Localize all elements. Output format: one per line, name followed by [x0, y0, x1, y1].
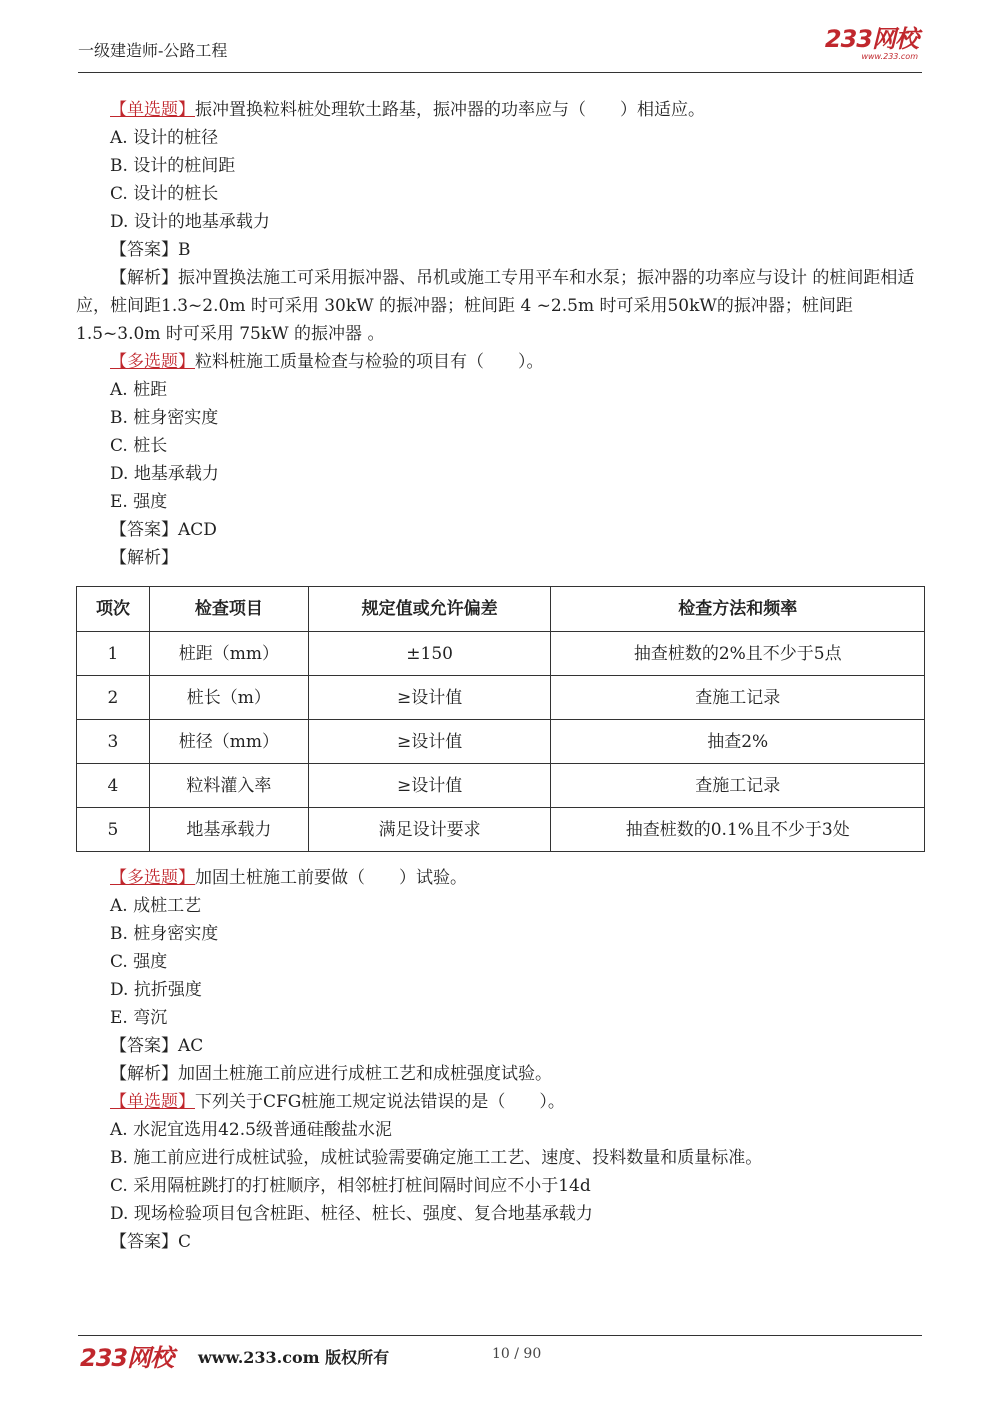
brand-logo-text: 233网校 — [824, 25, 918, 53]
answer-line: 【答案】B — [110, 240, 191, 260]
answer-line: 【答案】C — [110, 1232, 192, 1252]
option-b: B. 施工前应进行成桩试验，成桩试验需要确定施工工艺、速度、投料数量和质量标准。 — [110, 1148, 763, 1168]
question-4-stem — [76, 1088, 924, 1116]
table-row — [77, 632, 925, 676]
table-cell: 抽查桩数的2%且不少于5点 — [551, 632, 925, 676]
option-b: B. 桩身密实度 — [110, 408, 219, 428]
option-c: C. 强度 — [110, 952, 168, 972]
table-cell: 查施工记录 — [551, 764, 925, 808]
table-header-cell: 规定值或允许偏差 — [308, 587, 551, 632]
table-header-cell: 检查项目 — [149, 587, 308, 632]
answer-line: 【答案】AC — [110, 1036, 204, 1056]
explanation-label: 【解析】 — [110, 548, 178, 568]
table-cell: 抽查桩数的0.1%且不少于3处 — [551, 808, 925, 852]
table-cell: ≥设计值 — [308, 764, 551, 808]
question-2-stem — [76, 348, 924, 376]
question-text: 粒料桩施工质量检查与检验的项目有（ ）。 — [195, 352, 544, 372]
option-c: C. 采用隔桩跳打的打桩顺序，相邻桩打桩间隔时间应不小于14d — [110, 1176, 591, 1196]
brand-logo-url: www.233.com — [861, 52, 918, 61]
table-cell: 满足设计要求 — [308, 808, 551, 852]
question-text: 振冲置换粒料桩处理软土路基，振冲器的功率应与（ ）相适应。 — [195, 100, 705, 120]
question-type-tag: 【多选题】 — [110, 352, 195, 372]
explanation-label: 【解析】 — [110, 1064, 178, 1084]
brand-logo[interactable] — [825, 26, 918, 61]
header-title: 一级建造师-公路工程 — [78, 41, 228, 60]
table-cell: 1 — [77, 632, 150, 676]
option-e: E. 弯沉 — [110, 1008, 168, 1028]
question-text: 加固土桩施工前要做（ ）试验。 — [195, 868, 467, 888]
table-cell: 桩距（mm） — [149, 632, 308, 676]
question-text: 下列关于CFG桩施工规定说法错误的是（ ）。 — [195, 1092, 565, 1112]
option-a: A. 设计的桩径 — [110, 128, 219, 148]
option-b: B. 设计的桩间距 — [110, 156, 236, 176]
table-row — [77, 808, 925, 852]
table-row — [77, 676, 925, 720]
option-d: D. 抗折强度 — [110, 980, 202, 1000]
option-c: C. 桩长 — [110, 436, 168, 456]
table-cell: ±150 — [308, 632, 551, 676]
page-number: 10 / 90 — [492, 1346, 542, 1362]
question-type-tag: 【单选题】 — [110, 100, 195, 120]
table-cell: 3 — [77, 720, 150, 764]
option-a: A. 成桩工艺 — [110, 896, 202, 916]
header-divider — [78, 72, 922, 73]
inspection-table-wrap — [76, 586, 924, 852]
explanation-line — [76, 1060, 924, 1088]
option-d: D. 现场检验项目包含桩距、桩径、桩长、强度、复合地基承载力 — [110, 1204, 593, 1224]
table-cell: 桩径（mm） — [149, 720, 308, 764]
option-a: A. 水泥宜选用42.5级普通硅酸盐水泥 — [110, 1120, 392, 1140]
answer-line: 【答案】ACD — [110, 520, 217, 540]
table-header-cell: 检查方法和频率 — [551, 587, 925, 632]
option-d: D. 地基承载力 — [110, 464, 219, 484]
table-cell: 4 — [77, 764, 150, 808]
table-cell: 桩长（m） — [149, 676, 308, 720]
table-cell: 粒料灌入率 — [149, 764, 308, 808]
page-content — [76, 96, 924, 1256]
explanation-label: 【解析】 — [110, 268, 178, 288]
question-1-stem — [76, 96, 924, 124]
footer-copyright[interactable]: www.233.com 版权所有 — [198, 1348, 390, 1367]
option-b: B. 桩身密实度 — [110, 924, 219, 944]
table-cell: 抽查2% — [551, 720, 925, 764]
question-type-tag: 【多选题】 — [110, 868, 195, 888]
table-row — [77, 720, 925, 764]
explanation-text: 振冲置换法施工可采用振冲器、吊机或施工专用平车和水泵；振冲器的功率应与设计 的桩间距相适应，桩间距1.3~2.0m 时可采用 30kW 的振冲器；桩间距 4 ~2.5m 时可采用50kW的振冲器；桩间距1.5~3.0m 时可采用 75kW 的振冲器 。 — [76, 268, 915, 344]
footer-divider — [78, 1335, 922, 1336]
option-e: E. 强度 — [110, 492, 168, 512]
table-cell: 地基承载力 — [149, 808, 308, 852]
inspection-table — [76, 586, 925, 852]
option-d: D. 设计的地基承载力 — [110, 212, 270, 232]
table-header-cell: 项次 — [77, 587, 150, 632]
table-row — [77, 764, 925, 808]
table-cell: ≥设计值 — [308, 720, 551, 764]
question-type-tag: 【单选题】 — [110, 1092, 195, 1112]
table-cell: 查施工记录 — [551, 676, 925, 720]
question-3-stem — [76, 864, 924, 892]
option-a: A. 桩距 — [110, 380, 168, 400]
option-c: C. 设计的桩长 — [110, 184, 219, 204]
explanation-text: 加固土桩施工前应进行成桩工艺和成桩强度试验。 — [178, 1064, 552, 1084]
table-cell: 2 — [77, 676, 150, 720]
table-cell: 5 — [77, 808, 150, 852]
footer-logo[interactable]: 233网校 — [80, 1344, 174, 1372]
table-header-row — [77, 587, 925, 632]
table-cell: ≥设计值 — [308, 676, 551, 720]
explanation-paragraph — [76, 264, 924, 348]
